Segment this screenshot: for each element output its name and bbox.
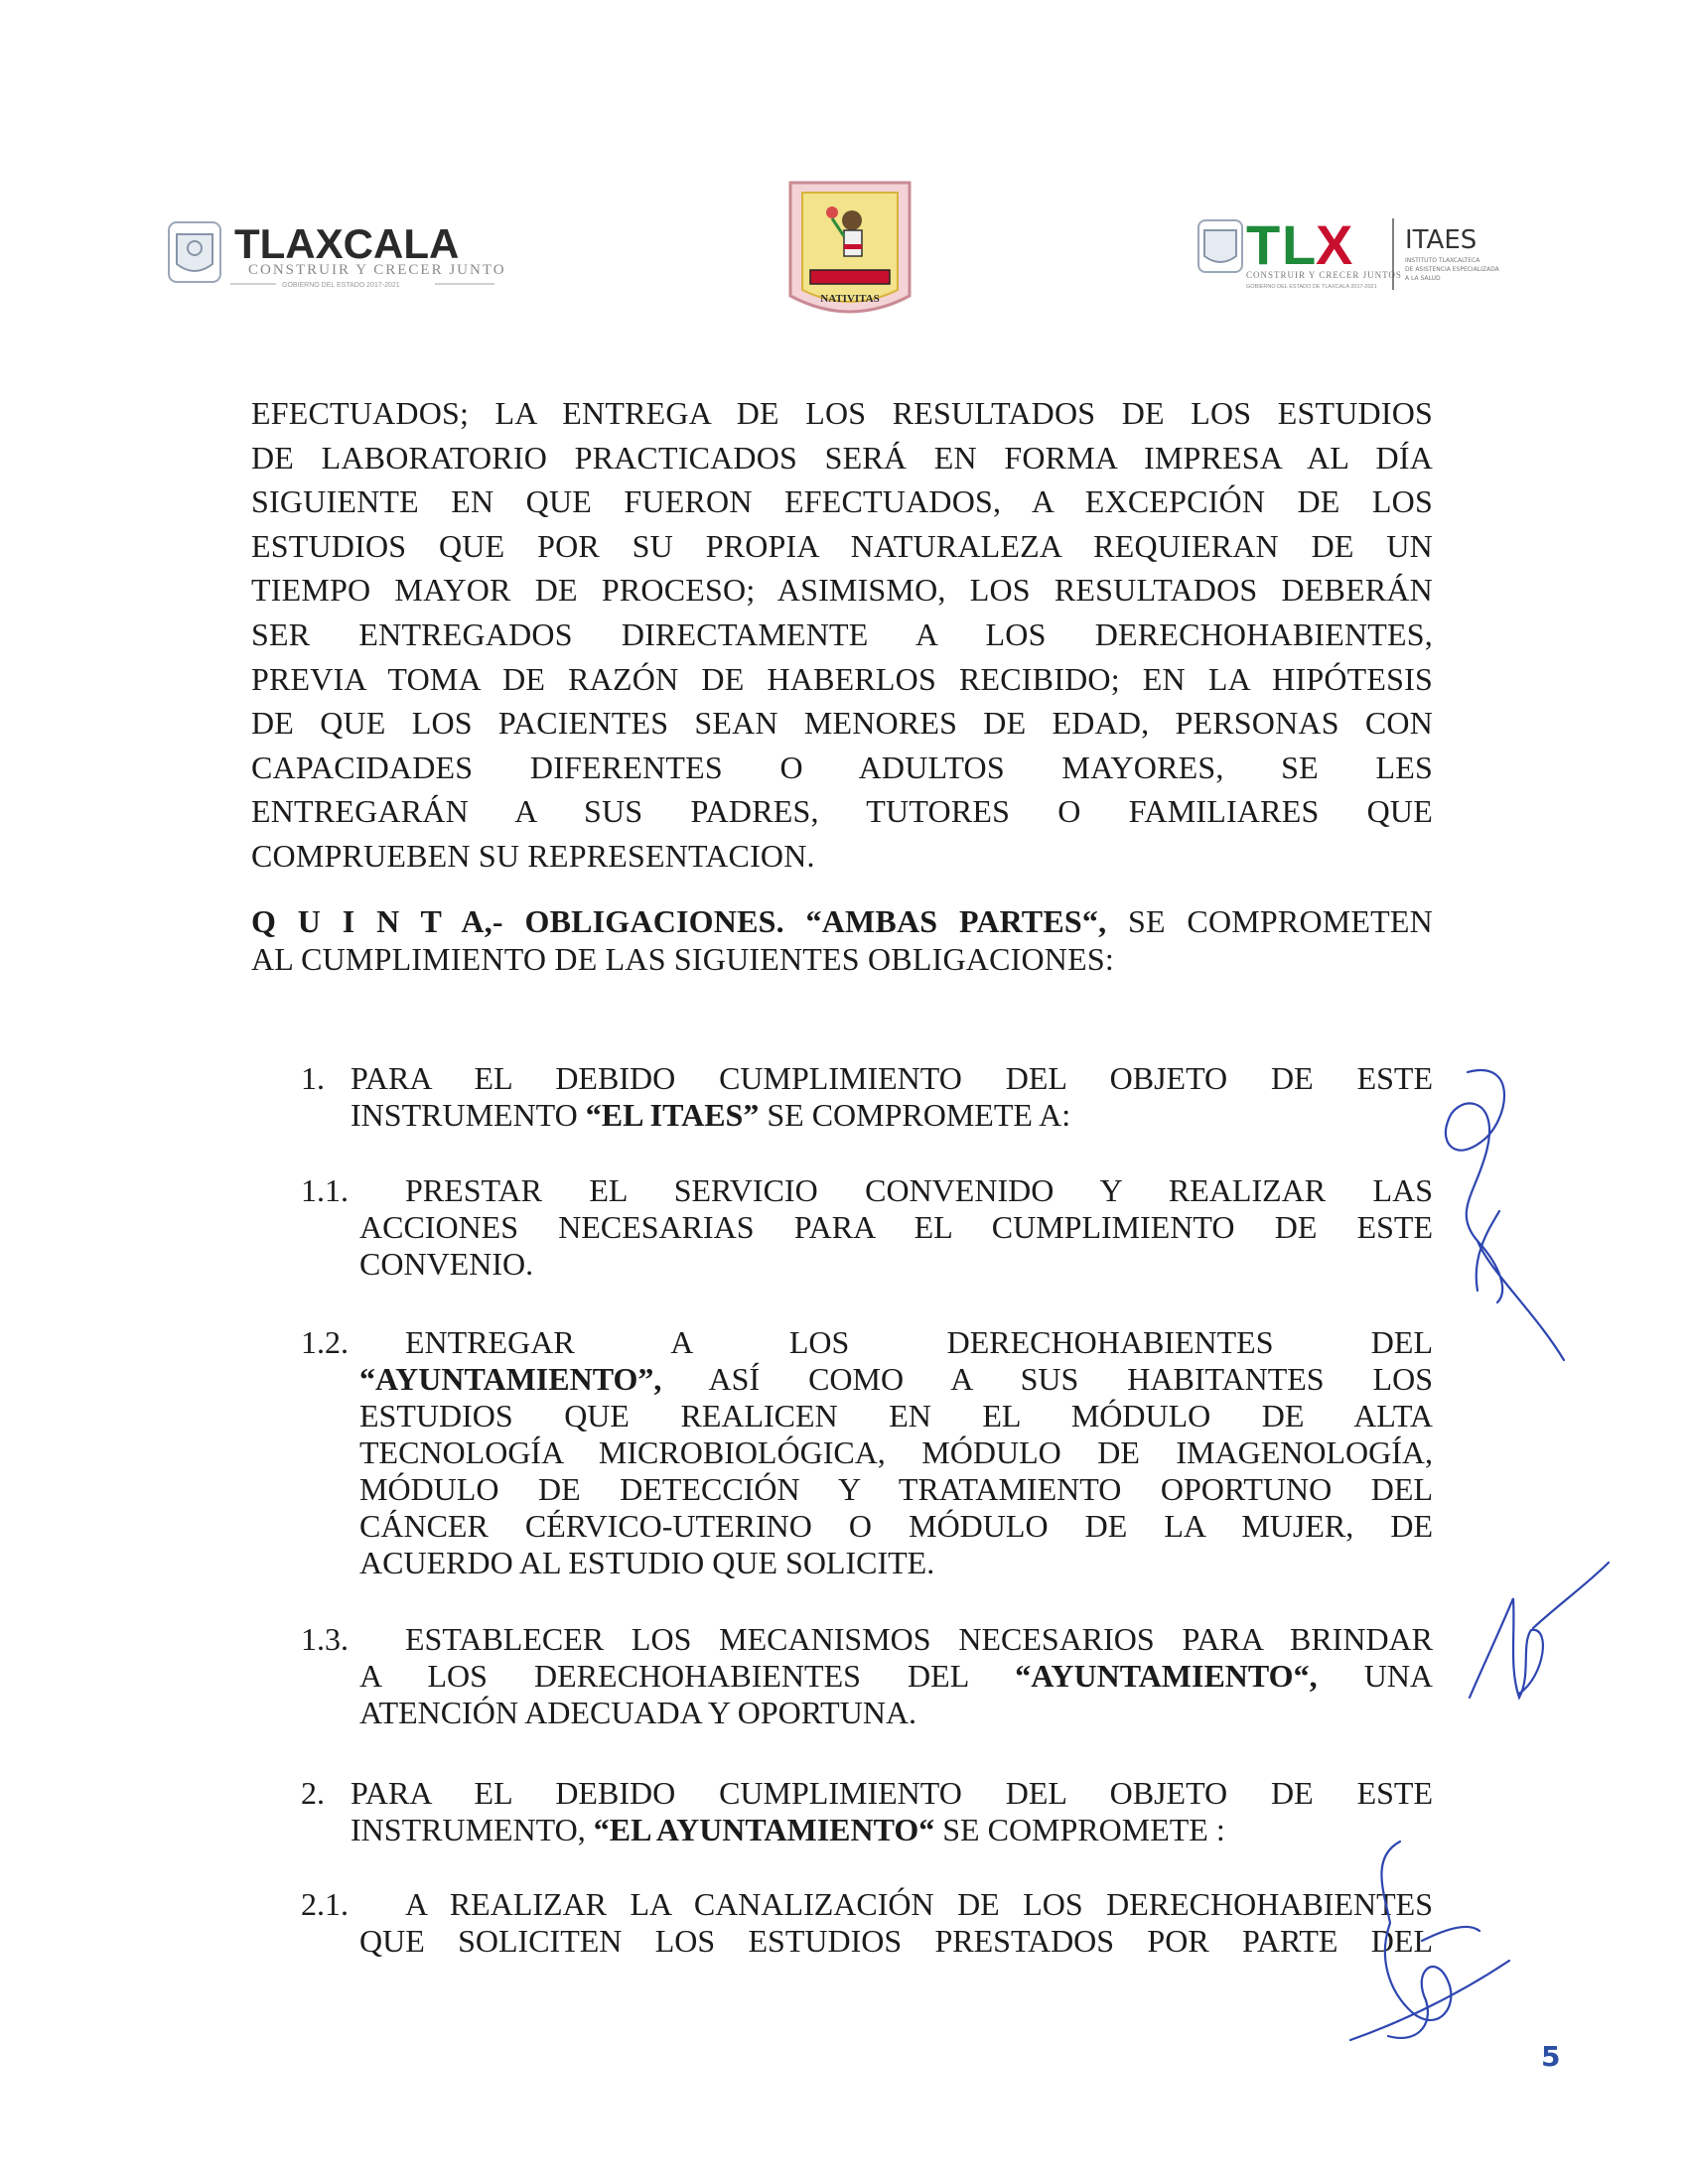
item-line	[351, 1812, 1433, 1848]
margin-initial-signature-1	[1360, 1052, 1609, 1410]
tlx-wordmark-t: T	[1246, 214, 1281, 276]
obligation-item-1	[301, 1060, 1433, 1134]
item-number: 1.2.	[301, 1324, 349, 1360]
item-line: ESTABLECER LOS MECANISMOS NECESARIOS PARA BRINDAR	[405, 1621, 1433, 1657]
item-line: PARA EL DEBIDO CUMPLIMIENTO DEL OBJETO DE ESTE	[351, 1060, 1433, 1096]
margin-initial-signature-2	[1460, 1559, 1618, 1717]
item-line	[359, 1658, 1433, 1695]
party-ayuntamiento: “AYUNTAMIENTO“,	[1015, 1658, 1318, 1694]
item-line: CÁNCER CÉRVICO-UTERINO O MÓDULO DE LA MUJER, DE	[359, 1508, 1433, 1544]
item-line: A REALIZAR LA CANALIZACIÓN DE LOS DERECHOHABIENTES	[405, 1886, 1433, 1922]
tlx-itaes-logo	[1196, 214, 1549, 294]
party-ayuntamiento: “EL AYUNTAMIENTO“	[593, 1812, 935, 1847]
item-text: SE COMPROMETE A:	[767, 1097, 1071, 1133]
item-line	[351, 1097, 1433, 1134]
obligation-item-2	[301, 1775, 1433, 1848]
obligation-item-2-1	[301, 1886, 1433, 1960]
item-line: ENTREGAR A LOS DERECHOHABIENTES DEL	[405, 1324, 1433, 1360]
item-line: ESTUDIOS QUE REALICEN EN EL MÓDULO DE ALTA	[359, 1398, 1433, 1433]
item-number: 2.1.	[301, 1886, 349, 1922]
tlx-wordmark-x: X	[1316, 214, 1353, 276]
item-text: INSTRUMENTO	[351, 1097, 578, 1133]
tlx-wordmark-l: L	[1282, 214, 1317, 276]
paragraph-line: COMPRUEBEN SU REPRESENTACION.	[251, 837, 815, 874]
paragraph-line: ENTREGARÁN A SUS PADRES, TUTORES O FAMILIARES QUE	[251, 793, 1433, 830]
obligation-item-1-2	[301, 1324, 1434, 1581]
item-number: 1.	[301, 1060, 325, 1096]
item-text: ASÍ COMO A SUS HABITANTES LOS	[708, 1361, 1434, 1397]
tlx-tagline: CONSTRUIR Y CRECER JUNTOS	[1246, 270, 1402, 280]
item-line	[359, 1361, 1433, 1398]
item-text: INSTRUMENTO,	[351, 1812, 586, 1847]
item-line: TECNOLOGÍA MICROBIOLÓGICA, MÓDULO DE IMAGENOLOGÍA,	[359, 1434, 1433, 1470]
tlx-subline: GOBIERNO DEL ESTADO DE TLAXCALA 2017-2021	[1246, 284, 1377, 290]
page-number: 5	[1541, 2040, 1561, 2073]
nativitas-caption: NATIVITAS	[820, 293, 880, 305]
obligation-item-1-1	[301, 1172, 1433, 1283]
paragraph-line: ESTUDIOS QUE POR SU PROPIA NATURALEZA REQUIERAN DE UN	[251, 527, 1433, 564]
results-delivery-paragraph	[251, 391, 1433, 879]
item-number: 2.	[301, 1775, 325, 1811]
paragraph-line: SIGUIENTE EN QUE FUERON EFECTUADOS, A EXCEPCIÓN DE LOS	[251, 483, 1433, 520]
paragraph-line: CAPACIDADES DIFERENTES O ADULTOS MAYORES, SE LES	[251, 749, 1433, 785]
item-text: SE COMPROMETE :	[942, 1812, 1225, 1847]
item-line: CONVENIO.	[359, 1246, 534, 1282]
state-seal-icon	[169, 222, 220, 282]
itaes-wordmark: ITAES	[1405, 225, 1477, 255]
item-line: ACCIONES NECESARIAS PARA EL CUMPLIMIENTO DE ESTE	[359, 1209, 1433, 1245]
paragraph-line: DE LABORATORIO PRACTICADOS SERÁ EN FORMA IMPRESA AL DÍA	[251, 439, 1433, 476]
nativitas-coat-of-arms	[786, 179, 914, 324]
paragraph-line: SER ENTREGADOS DIRECTAMENTE A LOS DERECHOHABIENTES,	[251, 615, 1433, 652]
clause-quinta	[251, 902, 1433, 978]
item-line: PARA EL DEBIDO CUMPLIMIENTO DEL OBJETO DE ESTE	[351, 1775, 1433, 1811]
itaes-desc-1: INSTITUTO TLAXCALTECA	[1405, 257, 1480, 264]
paragraph-line: EFECTUADOS; LA ENTREGA DE LOS RESULTADOS DE LOS ESTUDIOS	[251, 395, 1433, 431]
item-line: MÓDULO DE DETECCIÓN Y TRATAMIENTO OPORTUNO DEL	[359, 1471, 1433, 1507]
item-number: 1.3.	[301, 1621, 349, 1657]
margin-initial-signature-3	[1331, 1832, 1529, 2070]
clause-heading-rest: SE COMPROMETEN	[1127, 903, 1433, 939]
clause-heading-line-2: AL CUMPLIMIENTO DE LAS SIGUIENTES OBLIGACIONES:	[251, 941, 1114, 977]
tlaxcala-wordmark: TLAXCALA	[234, 220, 460, 267]
item-line: ATENCIÓN ADECUADA Y OPORTUNA.	[359, 1695, 917, 1730]
clause-heading: Q U I N T A,- OBLIGACIONES. “AMBAS PARTES“,	[251, 903, 1107, 939]
party-itaes: “EL ITAES”	[585, 1097, 760, 1133]
tlaxcala-tagline: CONSTRUIR Y CRECER JUNTOS	[248, 262, 504, 278]
itaes-desc-2: DE ASISTENCIA ESPECIALIZADA	[1405, 266, 1499, 273]
item-text: UNA	[1363, 1658, 1434, 1694]
paragraph-line: DE QUE LOS PACIENTES SEAN MENORES DE EDAD, PERSONAS CON	[251, 705, 1433, 742]
state-seal-icon	[1198, 220, 1242, 272]
item-number: 1.1.	[301, 1172, 349, 1208]
item-text: A LOS DERECHOHABIENTES DEL	[359, 1658, 969, 1694]
obligation-item-1-3	[301, 1621, 1434, 1731]
item-line: QUE SOLICITEN LOS ESTUDIOS PRESTADOS POR PARTE DEL	[359, 1923, 1433, 1959]
tlaxcala-subline: GOBIERNO DEL ESTADO 2017-2021	[282, 282, 400, 289]
clause-heading-line	[251, 902, 1433, 940]
paragraph-line: PREVIA TOMA DE RAZÓN DE HABERLOS RECIBIDO; EN LA HIPÓTESIS	[251, 660, 1433, 697]
paragraph-line: TIEMPO MAYOR DE PROCESO; ASIMISMO, LOS RESULTADOS DEBERÁN	[251, 572, 1433, 609]
tlaxcala-government-logo	[167, 216, 504, 290]
party-ayuntamiento: “AYUNTAMIENTO”,	[359, 1361, 662, 1397]
itaes-desc-3: A LA SALUD	[1405, 275, 1441, 282]
item-line: PRESTAR EL SERVICIO CONVENIDO Y REALIZAR LAS	[405, 1172, 1433, 1208]
item-line: ACUERDO AL ESTUDIO QUE SOLICITE.	[359, 1545, 935, 1580]
